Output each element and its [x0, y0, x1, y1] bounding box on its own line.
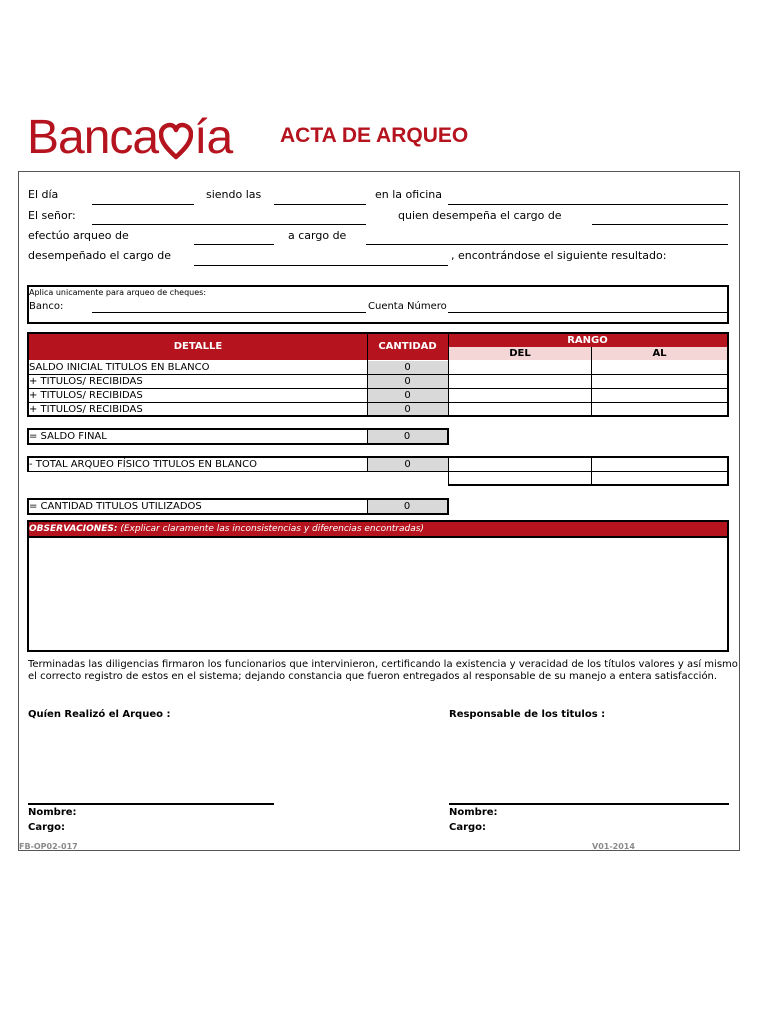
field-hora[interactable]	[274, 204, 366, 205]
label-oficina: en la oficina	[375, 188, 443, 201]
field-senor[interactable]	[92, 224, 366, 225]
header-detalle: DETALLE	[29, 334, 367, 360]
label-cuenta: Cuenta Número	[368, 301, 447, 312]
header-rango: RANGO	[448, 334, 727, 347]
signature-left-title: Quíen Realizó el Arqueo :	[28, 709, 171, 720]
cheques-note: Aplica unicamente para arqueo de cheques:	[29, 288, 207, 297]
row-value-2: 0	[404, 390, 411, 401]
bancamia-logo	[27, 110, 232, 166]
observaciones-hint: (Explicar claramente las inconsistencias y diferencias encontradas)	[117, 524, 424, 534]
closing-line-1: Terminadas las diligencias firmaron los funcionarios que intervinieron, certificando la existencia y veracidad de los títulos valores y así mismo	[28, 659, 738, 670]
field-cargo-senor[interactable]	[592, 224, 728, 225]
field-cuenta[interactable]	[448, 312, 728, 313]
field-oficina[interactable]	[448, 204, 728, 205]
logo-text-left: Banca	[27, 111, 159, 164]
label-encontrandose: , encontrándose el siguiente resultado:	[451, 249, 667, 262]
left-cargo-label: Cargo:	[28, 822, 66, 833]
header-al: AL	[592, 347, 727, 360]
right-cargo-label: Cargo:	[449, 822, 487, 833]
page-title: ACTA DE ARQUEO	[280, 124, 469, 147]
heart-icon	[159, 118, 193, 158]
label-efectuo-arqueo: efectúo arqueo de	[28, 229, 129, 242]
field-arqueo[interactable]	[194, 244, 274, 245]
row-value-0: 0	[404, 362, 411, 373]
closing-line-2: el correcto registro de estos en el sistema; dejando constancia que fueron entregados al responsable de su manejo a entera satisfacción.	[28, 671, 718, 682]
cantidad-utilizados-value: 0	[367, 500, 447, 513]
row-value-1: 0	[404, 376, 411, 387]
logo-text-right: ía	[194, 111, 233, 164]
field-desempenado[interactable]	[194, 265, 448, 266]
observaciones-header	[29, 522, 727, 536]
row-value-3: 0	[404, 404, 411, 415]
row-label-2: + TITULOS/ RECIBIDAS	[29, 390, 143, 401]
form-code: FB-OP02-017	[19, 842, 78, 851]
label-el-senor: El señor:	[28, 209, 76, 222]
saldo-final-label: = SALDO FINAL	[29, 431, 107, 442]
observaciones-label: OBSERVACIONES:	[29, 524, 118, 534]
field-a-cargo[interactable]	[366, 244, 728, 245]
field-dia[interactable]	[92, 204, 194, 205]
label-siendo-las: siendo las	[206, 188, 262, 201]
label-el-dia: El día	[28, 188, 59, 201]
total-arqueo-label: - TOTAL ARQUEO FÍSICO TITULOS EN BLANCO	[29, 459, 257, 470]
row-label-3: + TITULOS/ RECIBIDAS	[29, 404, 143, 415]
signature-line-left[interactable]	[28, 803, 274, 805]
right-nombre-label: Nombre:	[449, 807, 498, 818]
header-del: DEL	[449, 347, 591, 360]
label-quien-desempena: quien desempeña el cargo de	[398, 209, 562, 222]
row-label-0: SALDO INICIAL TITULOS EN BLANCO	[29, 362, 210, 373]
row-label-1: + TITULOS/ RECIBIDAS	[29, 376, 143, 387]
observaciones-textarea[interactable]	[31, 540, 725, 648]
label-desempenado: desempeñado el cargo de	[28, 249, 172, 262]
cantidad-utilizados-label: = CANTIDAD TITULOS UTILIZADOS	[29, 501, 202, 512]
header-cantidad: CANTIDAD	[367, 334, 448, 360]
saldo-final-value: 0	[367, 430, 447, 443]
signature-right-title: Responsable de los titulos :	[449, 709, 606, 720]
signature-line-right[interactable]	[449, 803, 729, 805]
form-version: V01-2014	[592, 842, 635, 851]
total-arqueo-value: 0	[367, 458, 448, 471]
left-nombre-label: Nombre:	[28, 807, 77, 818]
label-a-cargo-de: a cargo de	[288, 229, 347, 242]
field-banco[interactable]	[92, 312, 366, 313]
label-banco: Banco:	[29, 301, 64, 312]
